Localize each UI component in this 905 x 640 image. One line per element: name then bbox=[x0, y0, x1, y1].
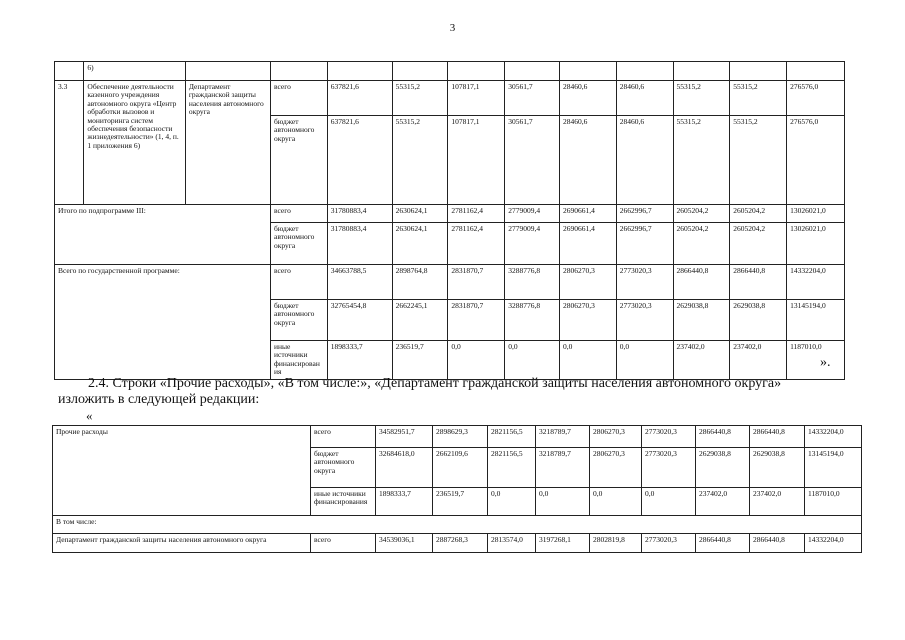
amount-cell: 2802819,8 bbox=[590, 534, 642, 553]
amount-cell: 3218789,7 bbox=[536, 426, 590, 448]
amount-cell: 237402,0 bbox=[730, 341, 787, 380]
amount-cell: 3218789,7 bbox=[536, 448, 590, 488]
amount-cell: 2605204,2 bbox=[673, 223, 730, 265]
paragraph-line-1: 2.4. Строки «Прочие расходы», «В том числе:», «Департамент гражданской защиты населения автономного округа» bbox=[88, 376, 782, 391]
amount-cell: 55315,2 bbox=[392, 81, 448, 116]
amount-cell: 1898333,7 bbox=[376, 488, 433, 516]
amount-cell: 2813574,0 bbox=[488, 534, 536, 553]
funding-source: иные источники финансирования bbox=[270, 341, 327, 380]
amount-cell: 13026021,0 bbox=[787, 223, 845, 265]
amount-cell: 28460,6 bbox=[616, 81, 673, 116]
cell-empty bbox=[392, 62, 448, 81]
amount-cell: 14332204,0 bbox=[805, 534, 862, 553]
amount-cell: 2887268,3 bbox=[433, 534, 488, 553]
amount-cell: 2690661,4 bbox=[559, 223, 616, 265]
amount-cell: 2866440,8 bbox=[730, 265, 787, 300]
amount-cell: 2629038,8 bbox=[673, 300, 730, 341]
amount-cell: 276576,0 bbox=[787, 116, 845, 205]
itogo-label: Итого по подпрограмме III: bbox=[55, 205, 271, 265]
amount-cell: 2773020,3 bbox=[642, 426, 696, 448]
funding-source: бюджет автономного округа bbox=[311, 448, 376, 488]
amount-cell: 2831870,7 bbox=[448, 300, 505, 341]
amount-cell: 2773020,3 bbox=[642, 448, 696, 488]
amount-cell: 32684618,0 bbox=[376, 448, 433, 488]
table-row bbox=[55, 81, 845, 116]
amount-cell: 13026021,0 bbox=[787, 205, 845, 223]
amount-cell: 14332204,0 bbox=[805, 426, 862, 448]
amount-cell: 2605204,2 bbox=[673, 205, 730, 223]
amount-cell: 2781162,4 bbox=[448, 205, 505, 223]
amount-cell: 31780883,4 bbox=[327, 223, 392, 265]
amount-cell: 2866440,8 bbox=[750, 534, 805, 553]
amount-cell: 30561,7 bbox=[505, 81, 560, 116]
funding-source: бюджет автономного округа bbox=[270, 116, 327, 205]
table-row bbox=[55, 265, 845, 300]
amount-cell: 0,0 bbox=[642, 488, 696, 516]
amount-cell: 3197268,1 bbox=[536, 534, 590, 553]
funding-source: всего bbox=[270, 265, 327, 300]
amount-cell: 2821156,5 bbox=[488, 426, 536, 448]
cell-empty bbox=[616, 62, 673, 81]
cell-empty bbox=[673, 62, 730, 81]
amount-cell: 107817,1 bbox=[448, 81, 505, 116]
funding-table-continued bbox=[54, 61, 845, 380]
amount-cell: 2690661,4 bbox=[559, 205, 616, 223]
amount-cell: 2866440,8 bbox=[750, 426, 805, 448]
amount-cell: 2605204,2 bbox=[730, 205, 787, 223]
amount-cell: 2773020,3 bbox=[616, 300, 673, 341]
amount-cell: 28460,6 bbox=[559, 116, 616, 205]
amount-cell: 31780883,4 bbox=[327, 205, 392, 223]
amount-cell: 2866440,8 bbox=[673, 265, 730, 300]
amount-cell: 276576,0 bbox=[787, 81, 845, 116]
amount-cell: 236519,7 bbox=[392, 341, 448, 380]
amount-cell: 0,0 bbox=[590, 488, 642, 516]
amount-cell: 2630624,1 bbox=[392, 223, 448, 265]
closing-quote: ». bbox=[820, 355, 831, 370]
amount-cell: 2662245,1 bbox=[392, 300, 448, 341]
other-expenses-label: Прочие расходы bbox=[53, 426, 311, 516]
amount-cell: 1898333,7 bbox=[327, 341, 392, 380]
amount-cell: 2773020,3 bbox=[642, 534, 696, 553]
amount-cell: 55315,2 bbox=[730, 81, 787, 116]
amount-cell: 0,0 bbox=[488, 488, 536, 516]
amount-cell: 0,0 bbox=[616, 341, 673, 380]
funding-source: всего bbox=[270, 81, 327, 116]
amount-cell: 2773020,3 bbox=[616, 265, 673, 300]
amount-cell: 28460,6 bbox=[616, 116, 673, 205]
cell-empty bbox=[787, 62, 845, 81]
amount-cell: 2629038,8 bbox=[696, 448, 750, 488]
amount-cell: 1187010,0 bbox=[805, 488, 862, 516]
amount-cell: 32765454,8 bbox=[327, 300, 392, 341]
amount-cell: 2662109,6 bbox=[433, 448, 488, 488]
amount-cell: 2629038,8 bbox=[730, 300, 787, 341]
funding-table-new bbox=[52, 425, 862, 553]
amount-cell: 2605204,2 bbox=[730, 223, 787, 265]
cell-empty bbox=[559, 62, 616, 81]
cell-empty bbox=[730, 62, 787, 81]
amount-cell: 2831870,7 bbox=[448, 265, 505, 300]
amount-cell: 34539036,1 bbox=[376, 534, 433, 553]
amount-cell: 637821,6 bbox=[327, 81, 392, 116]
funding-source: иные источники финансирования bbox=[311, 488, 376, 516]
amount-cell: 2866440,8 bbox=[696, 534, 750, 553]
amount-cell: 2662996,7 bbox=[616, 205, 673, 223]
amount-cell: 2898764,8 bbox=[392, 265, 448, 300]
amount-cell: 55315,2 bbox=[392, 116, 448, 205]
responsible-executor: Департамент гражданской защиты населения автономного округа bbox=[185, 81, 270, 205]
vsego-label: Всего по государственной программе: bbox=[55, 265, 271, 380]
amount-cell: 55315,2 bbox=[730, 116, 787, 205]
page-number: 3 bbox=[449, 22, 456, 34]
amount-cell: 2821156,5 bbox=[488, 448, 536, 488]
amount-cell: 2806270,3 bbox=[559, 300, 616, 341]
opening-quote: « bbox=[86, 408, 93, 423]
continuation-cell: 6) bbox=[84, 62, 185, 81]
amount-cell: 2662996,7 bbox=[616, 223, 673, 265]
cell-empty bbox=[448, 62, 505, 81]
amount-cell: 2866440,8 bbox=[696, 426, 750, 448]
funding-source: бюджет автономного округа bbox=[270, 300, 327, 341]
amount-cell: 13145194,0 bbox=[787, 300, 845, 341]
amount-cell: 34582951,7 bbox=[376, 426, 433, 448]
department-label: Департамент гражданской защиты населения автономного округа bbox=[53, 534, 311, 553]
amount-cell: 55315,2 bbox=[673, 116, 730, 205]
amount-cell: 0,0 bbox=[559, 341, 616, 380]
amount-cell: 0,0 bbox=[536, 488, 590, 516]
amount-cell: 237402,0 bbox=[750, 488, 805, 516]
amount-cell: 2630624,1 bbox=[392, 205, 448, 223]
amount-cell: 34663788,5 bbox=[327, 265, 392, 300]
amount-cell: 2898629,3 bbox=[433, 426, 488, 448]
amount-cell: 2781162,4 bbox=[448, 223, 505, 265]
amount-cell: 2806270,3 bbox=[559, 265, 616, 300]
cell-empty bbox=[505, 62, 560, 81]
cell-empty bbox=[55, 62, 84, 81]
amount-cell: 637821,6 bbox=[327, 116, 392, 205]
amount-cell: 55315,2 bbox=[673, 81, 730, 116]
amount-cell: 2806270,3 bbox=[590, 448, 642, 488]
table-row bbox=[53, 534, 862, 553]
amount-cell: 3288776,8 bbox=[505, 300, 560, 341]
cell-empty bbox=[185, 62, 270, 81]
amount-cell: 237402,0 bbox=[696, 488, 750, 516]
amount-cell: 28460,6 bbox=[559, 81, 616, 116]
funding-source: всего bbox=[311, 534, 376, 553]
amount-cell: 2779009,4 bbox=[505, 205, 560, 223]
paragraph-line-2: изложить в следующей редакции: bbox=[58, 392, 260, 407]
amendment-paragraph bbox=[58, 376, 848, 408]
measure-name: Обеспечение деятельности казенного учреждения автономного округа «Центр обработки вызовов и мониторинга систем обеспечения безопасности жизнедеятельности» (1, 4, п. 1 приложения 6) bbox=[84, 81, 185, 205]
amount-cell: 30561,7 bbox=[505, 116, 560, 205]
amount-cell: 3288776,8 bbox=[505, 265, 560, 300]
amount-cell: 0,0 bbox=[505, 341, 560, 380]
table-row bbox=[53, 426, 862, 448]
table-row bbox=[55, 62, 845, 81]
table-row bbox=[55, 205, 845, 223]
funding-source: бюджет автономного округа bbox=[270, 223, 327, 265]
amount-cell: 13145194,0 bbox=[805, 448, 862, 488]
cell-empty bbox=[270, 62, 327, 81]
row-number: 3.3 bbox=[55, 81, 84, 205]
amount-cell: 237402,0 bbox=[673, 341, 730, 380]
funding-source: всего bbox=[311, 426, 376, 448]
table-row bbox=[53, 516, 862, 534]
amount-cell: 0,0 bbox=[448, 341, 505, 380]
amount-cell: 107817,1 bbox=[448, 116, 505, 205]
amount-cell: 1187010,0 bbox=[787, 341, 845, 380]
cell-empty bbox=[327, 62, 392, 81]
amount-cell: 14332204,0 bbox=[787, 265, 845, 300]
amount-cell: 2806270,3 bbox=[590, 426, 642, 448]
amount-cell: 2779009,4 bbox=[505, 223, 560, 265]
funding-source: всего bbox=[270, 205, 327, 223]
amount-cell: 2629038,8 bbox=[750, 448, 805, 488]
including-label: В том числе: bbox=[53, 516, 862, 534]
amount-cell: 236519,7 bbox=[433, 488, 488, 516]
